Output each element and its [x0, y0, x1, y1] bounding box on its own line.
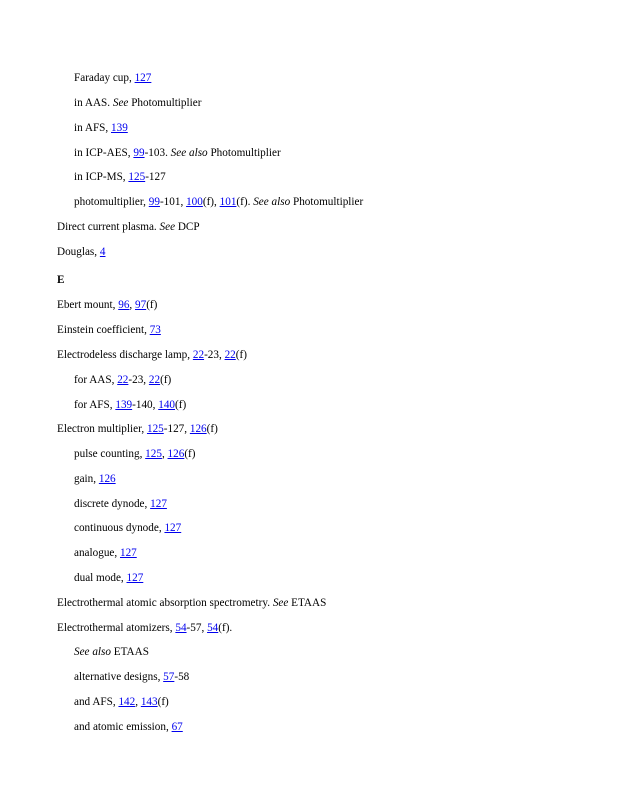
cross-reference-label: See — [159, 221, 176, 233]
index-text: DCP — [175, 221, 200, 233]
page-reference-link[interactable]: 97 — [135, 299, 147, 311]
index-text: (f) — [235, 349, 247, 361]
index-text: Electrothermal atomic absorption spectrometry. — [57, 597, 273, 609]
index-text: -103. — [144, 147, 171, 159]
index-text: Electrothermal atomizers, — [57, 622, 176, 634]
index-entry — [57, 348, 247, 362]
index-text: ETAAS — [288, 597, 327, 609]
index-text: for AFS, — [74, 399, 116, 411]
index-subentry — [74, 472, 116, 486]
page-reference-link[interactable]: 140 — [158, 399, 176, 411]
cross-reference-label: See also — [74, 646, 111, 658]
cross-reference-label: See — [272, 597, 289, 609]
index-text: discrete dynode, — [74, 498, 151, 510]
index-subentry — [74, 121, 128, 135]
index-entry — [57, 298, 157, 312]
index-subentry — [74, 146, 281, 160]
page-reference-link[interactable]: 67 — [171, 721, 183, 733]
index-text: Douglas, — [57, 246, 100, 258]
page-reference-link[interactable]: 22 — [117, 374, 129, 386]
page-reference-link[interactable]: 100 — [186, 196, 203, 208]
page-reference-link[interactable]: 125 — [146, 423, 164, 435]
index-text: Direct current plasma. — [57, 221, 160, 233]
index-subentry — [74, 170, 166, 184]
index-text: Photomultiplier — [128, 97, 202, 109]
page-reference-link[interactable]: 127 — [150, 498, 167, 510]
index-entry — [57, 323, 161, 337]
index-subentry — [74, 645, 149, 659]
page-reference-link[interactable]: 142 — [118, 696, 136, 708]
index-text: gain, — [74, 473, 99, 485]
index-text: -57, — [186, 622, 208, 634]
index-text: , — [135, 696, 141, 708]
index-letter-heading — [57, 273, 64, 287]
page-reference-link[interactable]: 73 — [149, 324, 161, 336]
page-reference-link[interactable]: 99 — [133, 147, 145, 159]
page-reference-link[interactable]: 101 — [219, 196, 237, 208]
index-text: in ICP-MS, — [74, 171, 129, 183]
index-entry — [57, 621, 232, 635]
index-subentry — [74, 447, 196, 461]
page-reference-link[interactable]: 143 — [140, 696, 158, 708]
index-text: (f). — [236, 196, 254, 208]
page-reference-link[interactable]: 99 — [148, 196, 160, 208]
index-text: and atomic emission, — [74, 721, 172, 733]
index-subentry — [74, 96, 201, 110]
index-subentry — [74, 398, 186, 412]
index-subentry — [74, 373, 171, 387]
index-subentry — [74, 670, 189, 684]
page-reference-link[interactable]: 127 — [119, 547, 137, 559]
index-subentry — [74, 195, 363, 209]
index-text: continuous dynode, — [74, 522, 165, 534]
index-subentry — [74, 546, 137, 560]
page-reference-link[interactable]: 22 — [148, 374, 161, 386]
index-text: Electrodeless discharge lamp, — [57, 349, 193, 361]
page-reference-link[interactable]: 126 — [98, 473, 116, 485]
index-text: analogue, — [74, 547, 120, 559]
page-reference-link[interactable]: 22 — [192, 349, 205, 361]
index-subentry — [74, 695, 169, 709]
index-text: -127 — [145, 171, 166, 183]
index-text: in AAS. — [74, 97, 113, 109]
page-reference-link[interactable]: 57 — [163, 671, 175, 683]
index-text: pulse counting, — [74, 448, 146, 460]
page-reference-link[interactable]: 127 — [134, 72, 152, 84]
index-text: -127, — [163, 423, 190, 435]
index-text: -23, — [128, 374, 149, 386]
index-text: alternative designs, — [74, 671, 164, 683]
index-text: (f). — [218, 622, 233, 634]
index-text: Photomultiplier — [207, 147, 281, 159]
index-entry — [57, 422, 218, 436]
index-text: for AAS, — [74, 374, 118, 386]
cross-reference-label: See also — [253, 196, 291, 208]
index-entry — [57, 596, 326, 610]
index-entry — [57, 245, 105, 259]
page-reference-link[interactable]: 54 — [175, 622, 187, 634]
index-text: dual mode, — [74, 572, 127, 584]
index-text: (f) — [184, 448, 196, 460]
index-text: (f) — [157, 696, 169, 708]
index-text: (f) — [206, 423, 218, 435]
page-reference-link[interactable]: 127 — [126, 572, 144, 584]
page-reference-link[interactable]: 125 — [128, 171, 146, 183]
index-text: -58 — [174, 671, 190, 683]
index-subentry — [74, 71, 151, 85]
page-reference-link[interactable]: 126 — [189, 423, 207, 435]
index-subentry — [74, 497, 167, 511]
page-reference-link[interactable]: 125 — [145, 448, 162, 460]
index-text: in ICP-AES, — [74, 147, 134, 159]
index-text: -101, — [159, 196, 187, 208]
page-reference-link[interactable]: 54 — [207, 622, 219, 634]
page-reference-link[interactable]: 139 — [111, 122, 128, 134]
index-text: in AFS, — [74, 122, 111, 134]
page-reference-link[interactable]: 22 — [224, 349, 236, 361]
index-text: (f), — [202, 196, 220, 208]
index-text: Ebert mount, — [57, 299, 119, 311]
index-text: -23, — [204, 349, 225, 361]
index-entry — [57, 220, 200, 234]
index-text: Einstein coefficient, — [57, 324, 150, 336]
page-reference-link[interactable]: 4 — [99, 246, 106, 258]
page-reference-link[interactable]: 126 — [167, 448, 185, 460]
index-text: -140, — [132, 399, 159, 411]
index-text: , — [161, 448, 168, 460]
index-text: Photomultiplier — [290, 196, 364, 208]
page-reference-link[interactable]: 127 — [164, 522, 182, 534]
index-text: Electron multiplier, — [57, 423, 147, 435]
index-text: (f) — [160, 374, 172, 386]
page-reference-link[interactable]: 139 — [115, 399, 133, 411]
index-subentry — [74, 571, 143, 585]
index-subentry — [74, 720, 183, 734]
index-text: (f) — [146, 299, 158, 311]
index-text: ETAAS — [110, 646, 149, 658]
page-reference-link[interactable]: 96 — [118, 299, 130, 311]
index-text: (f) — [175, 399, 187, 411]
index-subentry — [74, 521, 181, 535]
index-text: Faraday cup, — [74, 72, 135, 84]
cross-reference-label: See also — [170, 147, 208, 159]
index-text: photomultiplier, — [74, 196, 149, 208]
cross-reference-label: See — [112, 97, 129, 109]
index-text: , — [129, 299, 135, 311]
index-text: and AFS, — [74, 696, 119, 708]
index-text: E — [57, 274, 65, 286]
